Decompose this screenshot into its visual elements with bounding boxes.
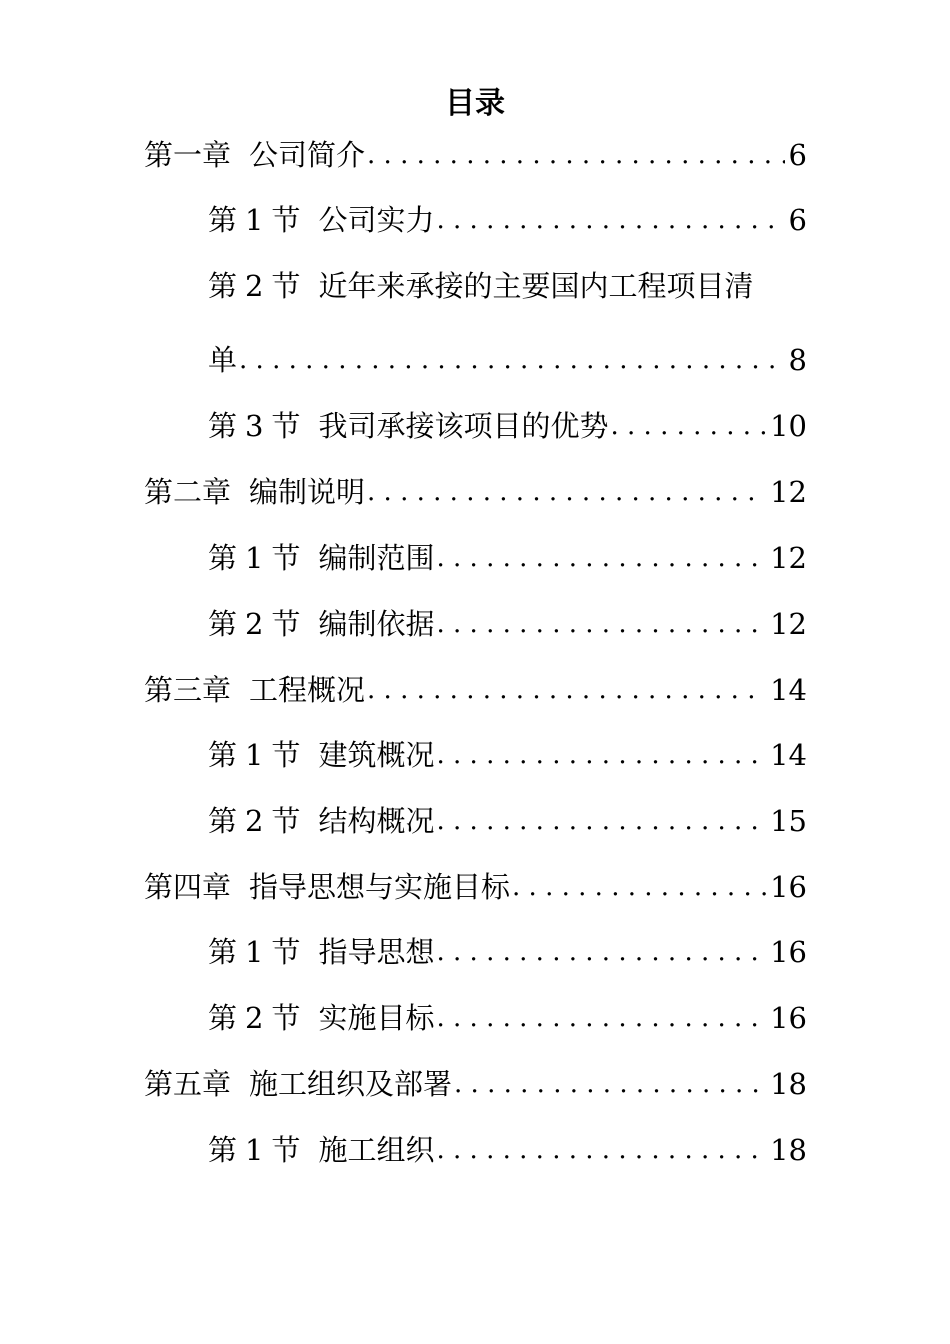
section-prefix: 第 [208,935,238,969]
toc-entry-section[interactable] [208,404,807,448]
page-number: 6 [788,203,807,237]
toc-entry-section[interactable] [208,536,807,580]
entry-title-line-1: 近年来承接的主要国内工程项目清 [318,269,754,303]
toc-entry-section[interactable] [208,602,807,646]
section-number: 2 [245,1001,264,1035]
page-number: 6 [788,138,807,172]
section-prefix: 第 [208,541,238,575]
dot-leader [611,404,767,448]
toc-entry-chapter-4[interactable] [144,865,807,909]
toc-entry-section[interactable] [208,1128,807,1172]
toc-title: 目录 [445,86,505,121]
entry-title: 编制范围 [318,541,435,575]
dot-leader [437,1128,767,1172]
page-number: 16 [770,935,807,969]
entry-title: 指导思想与实施目标 [249,870,511,904]
section-number: 1 [245,935,264,969]
section-suffix: 节 [271,203,301,237]
section-suffix: 节 [271,804,301,838]
page-number: 16 [770,870,807,904]
entry-title: 施工组织 [318,1133,435,1167]
entry-title: 指导思想 [318,935,435,969]
page-number: 10 [770,409,807,443]
toc-entry-chapter-5[interactable] [144,1062,807,1106]
dot-leader [367,668,766,712]
page-number: 14 [770,673,807,707]
page-number: 16 [770,1001,807,1035]
dot-leader [437,996,767,1040]
section-number: 2 [245,269,264,303]
page-number: 18 [770,1133,807,1167]
section-suffix: 节 [271,409,301,443]
section-suffix: 节 [271,935,301,969]
section-number: 3 [245,409,264,443]
section-suffix: 节 [271,269,301,303]
dot-leader [454,1062,766,1106]
section-suffix: 节 [271,1133,301,1167]
section-prefix: 第 [208,1133,238,1167]
toc-entry-section[interactable] [208,996,807,1040]
entry-title: 实施目标 [318,1001,435,1035]
entry-title: 编制依据 [318,607,435,641]
dot-leader [437,930,767,974]
entry-title: 建筑概况 [318,738,435,772]
section-prefix: 第 [208,203,238,237]
section-suffix: 节 [271,738,301,772]
section-suffix: 节 [271,607,301,641]
section-prefix: 第 [208,607,238,641]
dot-leader [367,133,785,177]
entry-title: 我司承接该项目的优势 [318,409,609,443]
chapter-label: 第三章 [144,673,232,707]
dot-leader [437,198,785,242]
page-number: 12 [770,475,807,509]
chapter-label: 第五章 [144,1067,232,1101]
section-number: 1 [245,203,264,237]
toc-entry-section-continuation[interactable] [208,338,807,382]
page-number: 18 [770,1067,807,1101]
toc-entry-chapter-2[interactable] [144,470,807,514]
page-number: 12 [770,541,807,575]
section-number: 1 [245,541,264,575]
section-number: 2 [245,607,264,641]
dot-leader [512,865,766,909]
toc-entry-section-wrapped[interactable] [208,264,807,308]
page-number: 15 [770,804,807,838]
dot-leader [437,799,767,843]
entry-title: 公司实力 [318,203,435,237]
dot-leader [437,733,767,777]
dot-leader [437,602,767,646]
entry-title-line-2: 单 [208,343,238,377]
section-prefix: 第 [208,409,238,443]
entry-title: 公司简介 [249,138,366,172]
page-number: 12 [770,607,807,641]
section-suffix: 节 [271,541,301,575]
dot-leader [367,470,766,514]
toc-entry-chapter-1[interactable] [144,133,807,177]
entry-title: 施工组织及部署 [249,1067,453,1101]
section-prefix: 第 [208,1001,238,1035]
chapter-label: 第一章 [144,138,232,172]
entry-title: 工程概况 [249,673,366,707]
toc-entry-section[interactable] [208,198,807,242]
dot-leader [239,338,785,382]
toc-entry-section[interactable] [208,799,807,843]
section-prefix: 第 [208,738,238,772]
toc-entry-section[interactable] [208,733,807,777]
chapter-label: 第二章 [144,475,232,509]
page-number: 8 [788,343,807,377]
toc-entry-chapter-3[interactable] [144,668,807,712]
dot-leader [437,536,767,580]
chapter-label: 第四章 [144,870,232,904]
section-number: 1 [245,1133,264,1167]
entry-title: 结构概况 [318,804,435,838]
section-prefix: 第 [208,269,238,303]
entry-title: 编制说明 [249,475,366,509]
section-prefix: 第 [208,804,238,838]
toc-entry-section[interactable] [208,930,807,974]
section-suffix: 节 [271,1001,301,1035]
page-number: 14 [770,738,807,772]
section-number: 1 [245,738,264,772]
section-number: 2 [245,804,264,838]
